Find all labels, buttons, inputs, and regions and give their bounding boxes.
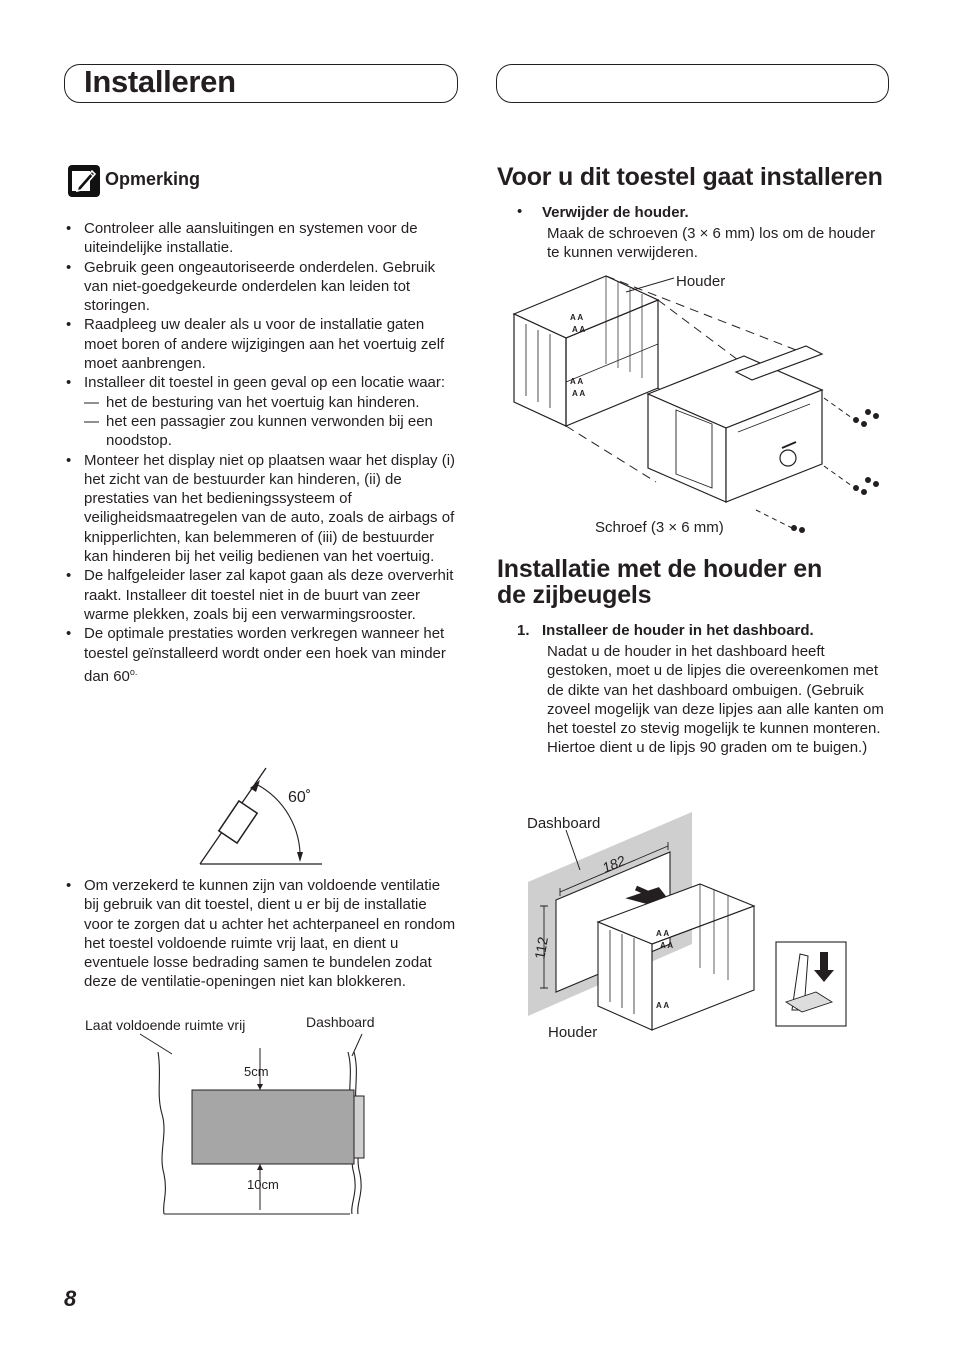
top-gap-label: 5cm bbox=[244, 1064, 269, 1079]
section2-step-number: 1. bbox=[517, 622, 530, 639]
space-label: Laat voldoende ruimte vrij bbox=[85, 1017, 246, 1033]
svg-text:A A: A A bbox=[570, 377, 584, 386]
dashboard-install-diagram bbox=[522, 812, 862, 1022]
note-title: Opmerking bbox=[105, 169, 201, 189]
dashboard-label: Dashboard bbox=[306, 1014, 375, 1030]
note-list bbox=[84, 219, 459, 686]
list-item: • De halfgeleider laser zal kapot gaan als deze oververhit raakt. Installeer dit toestel niet in de buurt van zeer warme plekken, zoals bij een verwarmingsrooster. bbox=[84, 566, 459, 624]
note-pencil-icon bbox=[68, 165, 100, 197]
list-item: • Installeer dit toestel in geen geval op een locatie waar: bbox=[84, 373, 459, 392]
list-item: • De optimale prestaties worden verkregen wanneer het toestel geïnstalleerd wordt onder een hoek van minder dan $60^{o.}$ bbox=[84, 624, 459, 686]
houder-label: Houder bbox=[676, 273, 726, 290]
houder-removal-diagram bbox=[506, 272, 876, 532]
bullet: • bbox=[517, 203, 523, 220]
width-dimension: 182 bbox=[599, 852, 628, 876]
list-item: • Monteer het display niet op plaatsen waar het display (i) het zicht van de bestuurder kan hinderen, (ii) de prestaties van het bedieningssysteem of veiligheidsmaatregelen van de auto, zoals de airbags of knipperlichten, kan belemmeren of (iii) de bestuurder kan hinderen bij het veilig bedienen van het voertuig. bbox=[84, 451, 459, 567]
page-number: 8 bbox=[64, 1286, 77, 1311]
svg-text:A A: A A bbox=[656, 1001, 670, 1010]
list-item: • Om verzekerd te kunnen zijn van voldoende ventilatie bij gebruik van dit toestel, dient u er bij de installatie voor te zorgen dat u achter het achterpaneel en rondom het toestel voldoende ruimte vrij laat, en dient u eventuele losse bedrading samen te bundelen zodat deze de ventilatie-openingen niet kan blokkeren. bbox=[84, 876, 459, 992]
dashboard-install-label: Dashboard bbox=[527, 815, 601, 832]
svg-text:A A: A A bbox=[570, 313, 584, 322]
list-subitem: — het de besturing van het voertuig kan hinderen. bbox=[84, 393, 420, 411]
ventilation-note bbox=[84, 876, 459, 992]
list-item: • Controleer alle aansluitingen en systemen voor de uiteindelijke installatie. bbox=[84, 219, 459, 258]
section1-heading: Voor u dit toestel gaat installeren bbox=[497, 163, 883, 191]
page-title: Installeren bbox=[84, 64, 236, 99]
section2-heading-line2: de zijbeugels bbox=[497, 581, 652, 609]
angle-diagram bbox=[198, 766, 328, 866]
bottom-gap-label: 10cm bbox=[247, 1177, 279, 1192]
svg-text:A A: A A bbox=[660, 941, 674, 950]
svg-text:A A: A A bbox=[572, 389, 586, 398]
header-frame-right bbox=[496, 64, 889, 103]
angle-label: 60˚ bbox=[288, 789, 312, 806]
screw-label: Schroef (3 × 6 mm) bbox=[595, 519, 724, 536]
list-subitem: — het een passagier zou kunnen verwonden bij een noodstop. bbox=[84, 412, 433, 450]
section2-step-body: Nadat u de houder in het dashboard heeft gestoken, moet u de lipjes die overeenkomen met de dikte van het dashboard ombuigen. (Gebruik zoveel mogelijk van deze lipjes aan alle kanten om het toestel zo stevig mogelijk te kunnen monteren. Hiertoe dient u de lipjs 90 graden om te buigen.) bbox=[547, 643, 884, 757]
section2-heading-line1: Installatie met de houder en bbox=[497, 555, 823, 583]
section2-step-head: Installeer de houder in het dashboard. bbox=[542, 622, 814, 639]
list-item: • Gebruik geen ongeautoriseerde onderdelen. Gebruik van niet-goedgekeurde onderdelen kan leiden tot storingen. bbox=[84, 258, 459, 316]
section1-step-head: Verwijder de houder. bbox=[542, 204, 689, 221]
svg-text:A A: A A bbox=[656, 929, 670, 938]
svg-text:A A: A A bbox=[572, 325, 586, 334]
houder-install-label: Houder bbox=[548, 1024, 598, 1041]
section1-step-body: Maak de schroeven (3 × 6 mm) los om de houder te kunnen verwijderen. bbox=[547, 225, 876, 262]
height-dimension: 112 bbox=[531, 935, 551, 961]
list-item: • Raadpleeg uw dealer als u voor de installatie gaten moet boren of andere wijzigingen aan het voertuig zelf moet aanbrengen. bbox=[84, 315, 459, 373]
